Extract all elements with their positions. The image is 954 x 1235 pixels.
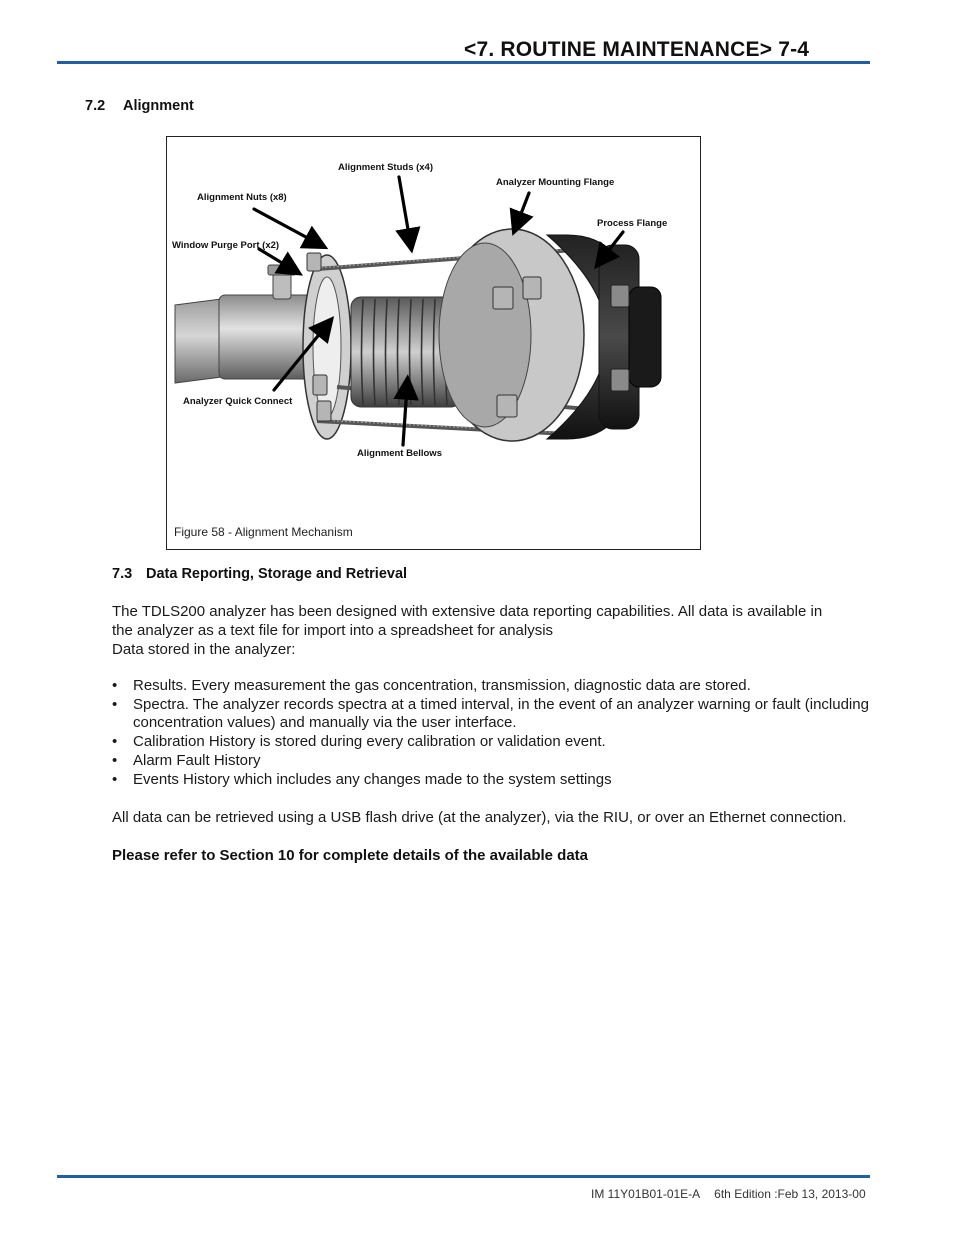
list-item-text: Events History which includes any changes made to the system settings — [133, 770, 612, 788]
intro-line: Data stored in the analyzer: — [112, 641, 296, 658]
intro-paragraph — [112, 602, 882, 659]
bullet-icon: • — [112, 733, 118, 751]
callout-alignment-nuts: Alignment Nuts (x8) — [197, 192, 287, 203]
figure-caption: Figure 58 - Alignment Mechanism — [174, 525, 353, 539]
list-item — [112, 771, 882, 790]
section-title: Data Reporting, Storage and Retrieval — [146, 566, 408, 582]
section-number: 7.2 — [85, 98, 106, 114]
list-item-text: Alarm Fault History — [133, 751, 261, 769]
callout-alignment-studs: Alignment Studs (x4) — [338, 162, 434, 173]
callout-analyzer-quick-connect: Analyzer Quick Connect — [183, 396, 293, 407]
analyzer-quick-connect-body — [219, 295, 311, 379]
header-rule — [57, 61, 870, 64]
bullet-icon: • — [112, 677, 118, 694]
list-item — [112, 752, 882, 771]
list-item-text: Spectra. The analyzer records spectra at a timed interval, in the event of an analyzer warning or fault (including concentration values) and manually via the user interface. — [133, 695, 869, 732]
section-number: 7.3 — [112, 566, 133, 582]
alignment-figure — [166, 136, 701, 550]
bullet-icon: • — [112, 770, 118, 788]
list-item — [112, 696, 882, 733]
page-footer — [591, 1187, 866, 1201]
footer-edition: 6th Edition :Feb 13, 2013-00 — [714, 1187, 866, 1201]
section-title: Alignment — [123, 98, 194, 114]
list-item-text: Results. Every measurement the gas concentration, transmission, diagnostic data are stored. — [133, 677, 751, 694]
intro-line: the analyzer as a text file for import into a spreadsheet for analysis — [112, 622, 554, 639]
list-item — [112, 733, 882, 752]
footer-rule — [57, 1175, 870, 1178]
section-heading-alignment — [85, 98, 194, 114]
bullet-icon: • — [112, 751, 118, 769]
refer-paragraph: Please refer to Section 10 for complete details of the available data — [112, 847, 589, 864]
footer-doc-id: IM 11Y01B01-01E-A — [591, 1187, 701, 1201]
callout-analyzer-mounting-flange: Analyzer Mounting Flange — [496, 177, 615, 188]
callout-window-purge-port: Window Purge Port (x2) — [172, 240, 280, 251]
intro-line: The TDLS200 analyzer has been designed with extensive data reporting capabilities. All data is available in — [112, 603, 823, 620]
section-heading-data-reporting — [112, 566, 407, 582]
retrieval-paragraph: All data can be retrieved using a USB flash drive (at the analyzer), via the RIU, or over an Ethernet connection. — [112, 809, 847, 826]
stored-data-list — [112, 677, 882, 789]
list-item — [112, 677, 882, 696]
bullet-icon: • — [112, 695, 118, 713]
callout-process-flange: Process Flange — [597, 218, 668, 229]
list-item-text: Calibration History is stored during every calibration or validation event. — [133, 733, 606, 751]
window-purge-port — [273, 273, 291, 299]
callout-alignment-bellows: Alignment Bellows — [357, 448, 442, 459]
page-header-title: <7. ROUTINE MAINTENANCE> 7-4 — [464, 38, 810, 61]
